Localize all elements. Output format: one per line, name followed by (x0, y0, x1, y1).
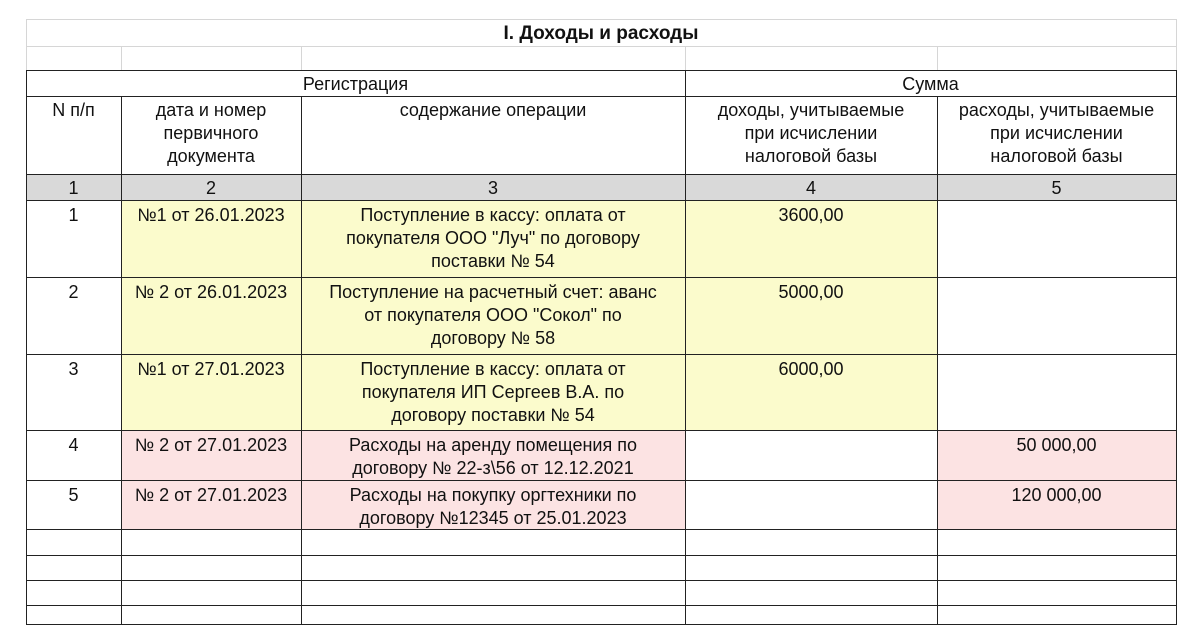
header-sum: Сумма (902, 74, 959, 94)
row-3-doc: №1 от 27.01.2023 (121, 355, 301, 431)
row-2-expense (937, 278, 1176, 355)
row-2-income: 5000,00 (685, 278, 937, 355)
row-2-num: 2 (68, 282, 79, 302)
header-col-expense: расходы, учитываемые при исчислении налоговой базы (958, 100, 1155, 166)
table-border (301, 96, 302, 625)
row-1-income: 3600,00 (685, 201, 937, 278)
row-4-expense: 50 000,00 (937, 431, 1176, 481)
table-border (26, 580, 1176, 581)
row-3-content: Поступление в кассу: оплата от покупателя ИП Сергеев В.А. по договору поставки № 54 (301, 355, 685, 431)
table-border (26, 70, 1176, 71)
table-border (26, 354, 1176, 355)
table-border (1176, 70, 1177, 625)
row-1-doc: №1 от 26.01.2023 (121, 201, 301, 278)
gridline (26, 46, 1176, 47)
table-border (26, 480, 1176, 481)
col-number-3: 3 (301, 175, 685, 201)
header-col-num: N п/п (52, 100, 95, 120)
header-registration: Регистрация (302, 74, 409, 94)
table-border (26, 277, 1176, 278)
row-1-num: 1 (68, 205, 79, 225)
row-5-doc: № 2 от 27.01.2023 (121, 481, 301, 530)
table-border (26, 555, 1176, 556)
row-2-content: Поступление на расчетный счет: аванс от покупателя ООО "Сокол" по договору № 58 (301, 278, 685, 355)
gridline (26, 19, 27, 71)
table-border (121, 96, 122, 625)
table-border (26, 605, 1176, 606)
table-title: I. Доходы и расходы (503, 23, 699, 44)
row-5-income (685, 481, 937, 530)
row-4-doc: № 2 от 27.01.2023 (121, 431, 301, 481)
col-number-4: 4 (685, 175, 937, 201)
row-5-expense: 120 000,00 (937, 481, 1176, 530)
row-3-expense (937, 355, 1176, 431)
table-border (937, 96, 938, 625)
col-number-2: 2 (121, 175, 301, 201)
gridline (121, 46, 122, 71)
row-4-income (685, 431, 937, 481)
table-border (26, 174, 1176, 175)
gridline (26, 19, 1176, 20)
header-col-income: доходы, учитываемые при исчислении налоговой базы (717, 100, 905, 166)
table-border (26, 624, 1176, 625)
row-4-content: Расходы на аренду помещения по договору № 22-з\56 от 12.12.2021 (301, 431, 685, 481)
row-1-content: Поступление в кассу: оплата от покупателя ООО "Луч" по договору поставки № 54 (301, 201, 685, 278)
row-5-num: 5 (68, 485, 79, 505)
row-3-num: 3 (68, 359, 79, 379)
gridline (937, 46, 938, 71)
gridline (685, 46, 686, 71)
row-5-content: Расходы на покупку оргтехники по договору №12345 от 25.01.2023 (301, 481, 685, 530)
col-number-1: 1 (26, 175, 121, 201)
col-number-5: 5 (937, 175, 1176, 201)
table-border (26, 200, 1176, 201)
gridline (301, 46, 302, 71)
row-3-income: 6000,00 (685, 355, 937, 431)
table-border (26, 96, 1176, 97)
table-border (26, 70, 27, 625)
table-border (26, 430, 1176, 431)
header-col-content: содержание операции (399, 100, 587, 120)
gridline (1176, 19, 1177, 71)
row-2-doc: № 2 от 26.01.2023 (121, 278, 301, 355)
table-border (26, 529, 1176, 530)
row-1-expense (937, 201, 1176, 278)
table-border (685, 70, 686, 625)
row-4-num: 4 (68, 435, 79, 455)
header-col-doc: дата и номер первичного документа (155, 100, 267, 166)
